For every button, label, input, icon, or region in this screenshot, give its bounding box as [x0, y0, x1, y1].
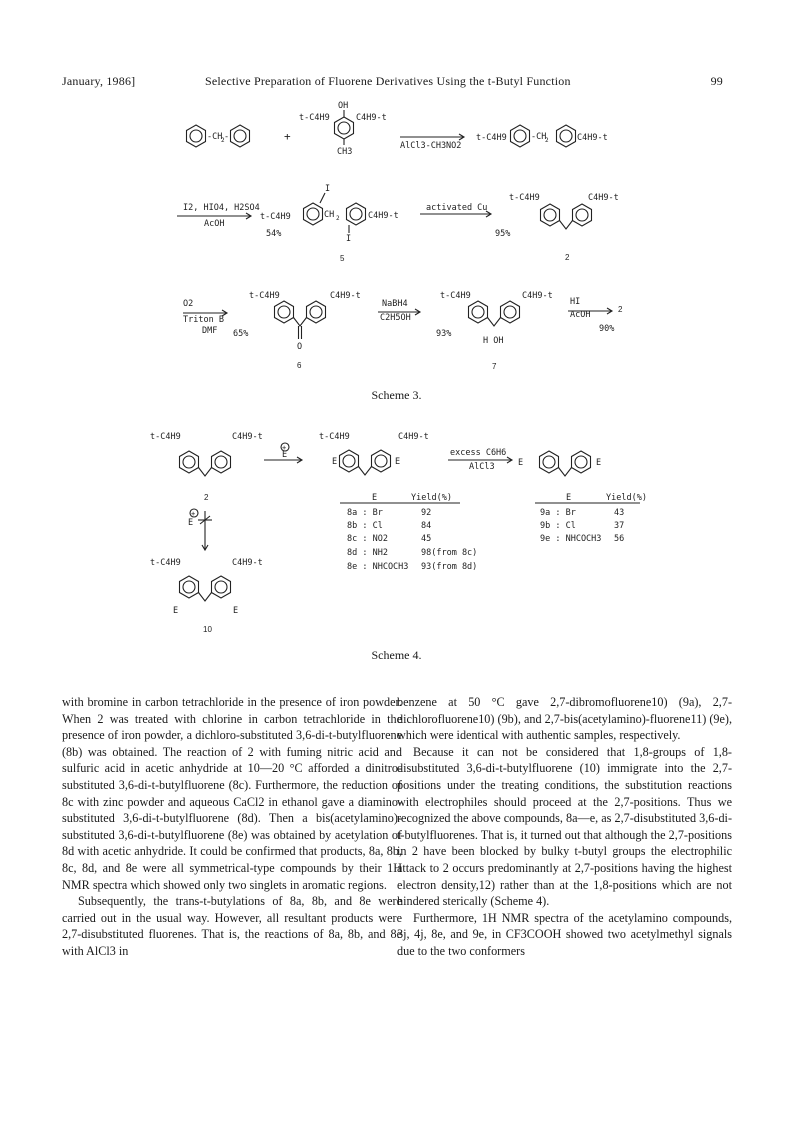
paragraph: Furthermore, 1H NMR spectra of the acetylamino compounds, 3j, 4j, 8e, and 9e, in CF3COOH showed two acetylmethyl signals due to the two conformers: [397, 910, 732, 958]
svg-text:-CH: -CH: [207, 132, 223, 142]
product-diphenylmethane: [476, 125, 608, 147]
yield-table-8: [340, 493, 477, 572]
svg-text:C2H5OH: C2H5OH: [380, 313, 411, 323]
svg-text:5: 5: [340, 254, 345, 263]
svg-text:92: 92: [421, 508, 432, 518]
svg-text:2: 2: [336, 215, 340, 222]
compound-5: [260, 184, 399, 263]
svg-text:CH: CH: [324, 210, 335, 220]
svg-text:-CH: -CH: [531, 132, 547, 142]
yield-table-9: [535, 493, 647, 544]
svg-text:54%: 54%: [266, 229, 282, 239]
svg-text:9b : Cl: 9b : Cl: [540, 521, 576, 531]
compound-10: [150, 558, 263, 634]
svg-text:C4H9-t: C4H9-t: [232, 558, 263, 568]
svg-text:84: 84: [421, 521, 432, 531]
svg-text:E: E: [188, 518, 194, 528]
paragraph: Subsequently, the trans-t-butylations of 8a, 8b, and 8e were carried out in the usual way. However, all resultant products were 2,7-disubstituted fluorenes. That is, the reactions of 8a, 8b, and 8e with AlCl3 in: [62, 894, 402, 958]
paragraph: Because it can not be considered that 1,8-groups of 1,8-disubstituted 3,6-di-t-butylfluorene (10) immigrate into the 2,7-positions under the treating conditions, the substitution reactions with electrophiles should proceed at the 2,7-positions. Thus we recognized the above compounds, 8a—e, as 2,7-disubstituted 3,6-di-t-butylfluorenes. That is, it turned out that although the 2,7-positions in 2 have been blocked by bulky t-butyl groups the electrophilic attack to 2 occurs predominantly at 2,7-positions having the highest electron density,12) rather than at the 1,8-positions which are not hindered sterically (Scheme 4).: [397, 744, 732, 909]
svg-text:t-C4H9: t-C4H9: [260, 212, 291, 222]
svg-text:C4H9-t: C4H9-t: [588, 193, 619, 203]
page-number: 99: [710, 74, 723, 88]
svg-text:DMF: DMF: [202, 326, 218, 336]
compound-6: [249, 291, 361, 370]
svg-text:E: E: [233, 606, 239, 616]
svg-text:37: 37: [614, 521, 625, 531]
alcl3-reagent: AlCl3-CH3NO2: [400, 141, 462, 151]
paragraph: benzene at 50 °C gave 2,7-dibromofluorene10) (9a), 2,7-dichlorofluorene10) (9b), and 2,7-bis(acetylamino)-fluorene11) (9e), which were identical with authentic samples, respectively.: [397, 695, 732, 743]
svg-text:90%: 90%: [599, 324, 615, 334]
svg-text:activated Cu: activated Cu: [426, 203, 488, 213]
svg-text:56: 56: [614, 534, 625, 544]
scheme4-compound-2: [150, 432, 263, 502]
scheme3-caption: Scheme 3.: [371, 388, 422, 402]
svg-text:93%: 93%: [436, 329, 452, 339]
svg-text:E: E: [518, 458, 524, 468]
body-column-left: [62, 694, 402, 960]
svg-text:98(from 8c): 98(from 8c): [421, 548, 478, 558]
svg-text:9a : Br: 9a : Br: [540, 508, 576, 518]
svg-text:8a : Br: 8a : Br: [347, 508, 383, 518]
svg-text:C4H9-t: C4H9-t: [232, 432, 263, 442]
svg-text:45: 45: [421, 534, 432, 544]
svg-text:O: O: [297, 342, 303, 352]
svg-text:+: +: [284, 130, 291, 143]
svg-text:E: E: [395, 457, 401, 467]
svg-text:9e : NHCOCH3: 9e : NHCOCH3: [540, 534, 602, 544]
svg-text:AlCl3: AlCl3: [469, 462, 495, 472]
svg-text:8b : Cl: 8b : Cl: [347, 521, 383, 531]
paragraph: with bromine in carbon tetrachloride in the presence of iron powder. When 2 was treated with chlorine in carbon tetrachloride in the presence of iron powder, a dichloro-substituted 3,6-di-t-butylfluorene (8b) was obtained. The reaction of 2 with fuming nitric acid and sulfuric acid in acetic anhydride at 10—20 °C afforded a dinitro-substituted 3,6-di-t-butylfluorene (8c). Furthermore, the reduction of 8c with zinc powder and aqueous CaCl2 in ethanol gave a diamino-substituted 3,6-di-t-butylfluorene (8d). Then a bis(acetylamino)-substituted 3,6-di-t-butylfluorene (8e) was obtained by acetylation of 8d with acetic anhydride. It could be confirmed that products, 8a, 8b, 8c, 8d, and 8e were all symmetrical-type compounds by their 1H NMR spectra which showed only two singlets in aromatic regions.: [62, 695, 402, 892]
svg-text:C4H9-t: C4H9-t: [368, 211, 399, 221]
svg-text:C4H9-t: C4H9-t: [577, 133, 608, 143]
svg-text:+: +: [191, 510, 196, 518]
compound-2: [509, 193, 619, 262]
svg-text:I: I: [325, 184, 331, 194]
svg-text:t-C4H9: t-C4H9: [150, 558, 181, 568]
svg-text:CH3: CH3: [337, 147, 353, 157]
svg-text:10: 10: [203, 625, 212, 634]
svg-text:E: E: [566, 493, 572, 503]
svg-text:8d : NH2: 8d : NH2: [347, 548, 388, 558]
compound-7: [440, 291, 553, 371]
svg-text:E: E: [173, 606, 179, 616]
svg-text:E: E: [332, 457, 338, 467]
svg-text:t-C4H9: t-C4H9: [299, 113, 330, 123]
compound-9: [518, 451, 601, 476]
svg-text:C4H9-t: C4H9-t: [330, 291, 361, 301]
svg-text:95%: 95%: [495, 229, 511, 239]
svg-text:NaBH4: NaBH4: [382, 299, 408, 309]
svg-text:2: 2: [545, 137, 549, 144]
svg-text:C4H9-t: C4H9-t: [398, 432, 429, 442]
svg-text:OH: OH: [338, 101, 349, 111]
svg-text:2: 2: [565, 253, 570, 262]
svg-text:6: 6: [297, 361, 302, 370]
journal-date: January, 1986]: [62, 74, 136, 88]
svg-text:t-C4H9: t-C4H9: [249, 291, 280, 301]
svg-text:E: E: [596, 458, 602, 468]
svg-text:excess C6H6: excess C6H6: [450, 448, 507, 458]
svg-text:2: 2: [618, 305, 623, 314]
svg-text:Triton B: Triton B: [183, 315, 224, 325]
svg-text:Yield(%): Yield(%): [606, 493, 647, 503]
svg-text:H OH: H OH: [483, 336, 504, 346]
svg-text:O2: O2: [183, 299, 194, 309]
svg-text:t-C4H9: t-C4H9: [150, 432, 181, 442]
svg-text:C4H9-t: C4H9-t: [522, 291, 553, 301]
svg-text:AcOH: AcOH: [570, 310, 591, 320]
svg-text:t-C4H9: t-C4H9: [476, 133, 507, 143]
svg-text:7: 7: [492, 362, 497, 371]
svg-text:-: -: [224, 132, 230, 142]
svg-text:AcOH: AcOH: [204, 219, 225, 229]
svg-text:I: I: [346, 234, 352, 244]
phenol-reagent: [299, 101, 387, 157]
running-title: Selective Preparation of Fluorene Derivatives Using the t-Butyl Function: [205, 74, 571, 88]
svg-text:E: E: [282, 450, 288, 460]
svg-text:E: E: [372, 493, 378, 503]
svg-text:43: 43: [614, 508, 625, 518]
svg-text:2: 2: [204, 493, 209, 502]
svg-text:t-C4H9: t-C4H9: [509, 193, 540, 203]
svg-text:t-C4H9: t-C4H9: [319, 432, 350, 442]
compound-8: [319, 432, 429, 475]
svg-text:65%: 65%: [233, 329, 249, 339]
svg-text:+: +: [282, 444, 287, 452]
svg-text:Yield(%): Yield(%): [411, 493, 452, 503]
body-column-right: [397, 694, 732, 960]
scheme4-caption: Scheme 4.: [371, 648, 422, 662]
svg-text:8c : NO2: 8c : NO2: [347, 534, 388, 544]
svg-text:93(from 8d): 93(from 8d): [421, 562, 478, 572]
svg-text:8e : NHCOCH3: 8e : NHCOCH3: [347, 562, 409, 572]
svg-text:2: 2: [221, 137, 225, 144]
svg-text:HI: HI: [570, 297, 581, 307]
iodination-reagent: I2, HIO4, H2SO4: [183, 203, 260, 213]
diphenylmethane: [187, 125, 250, 147]
svg-text:t-C4H9: t-C4H9: [440, 291, 471, 301]
svg-text:C4H9-t: C4H9-t: [356, 113, 387, 123]
